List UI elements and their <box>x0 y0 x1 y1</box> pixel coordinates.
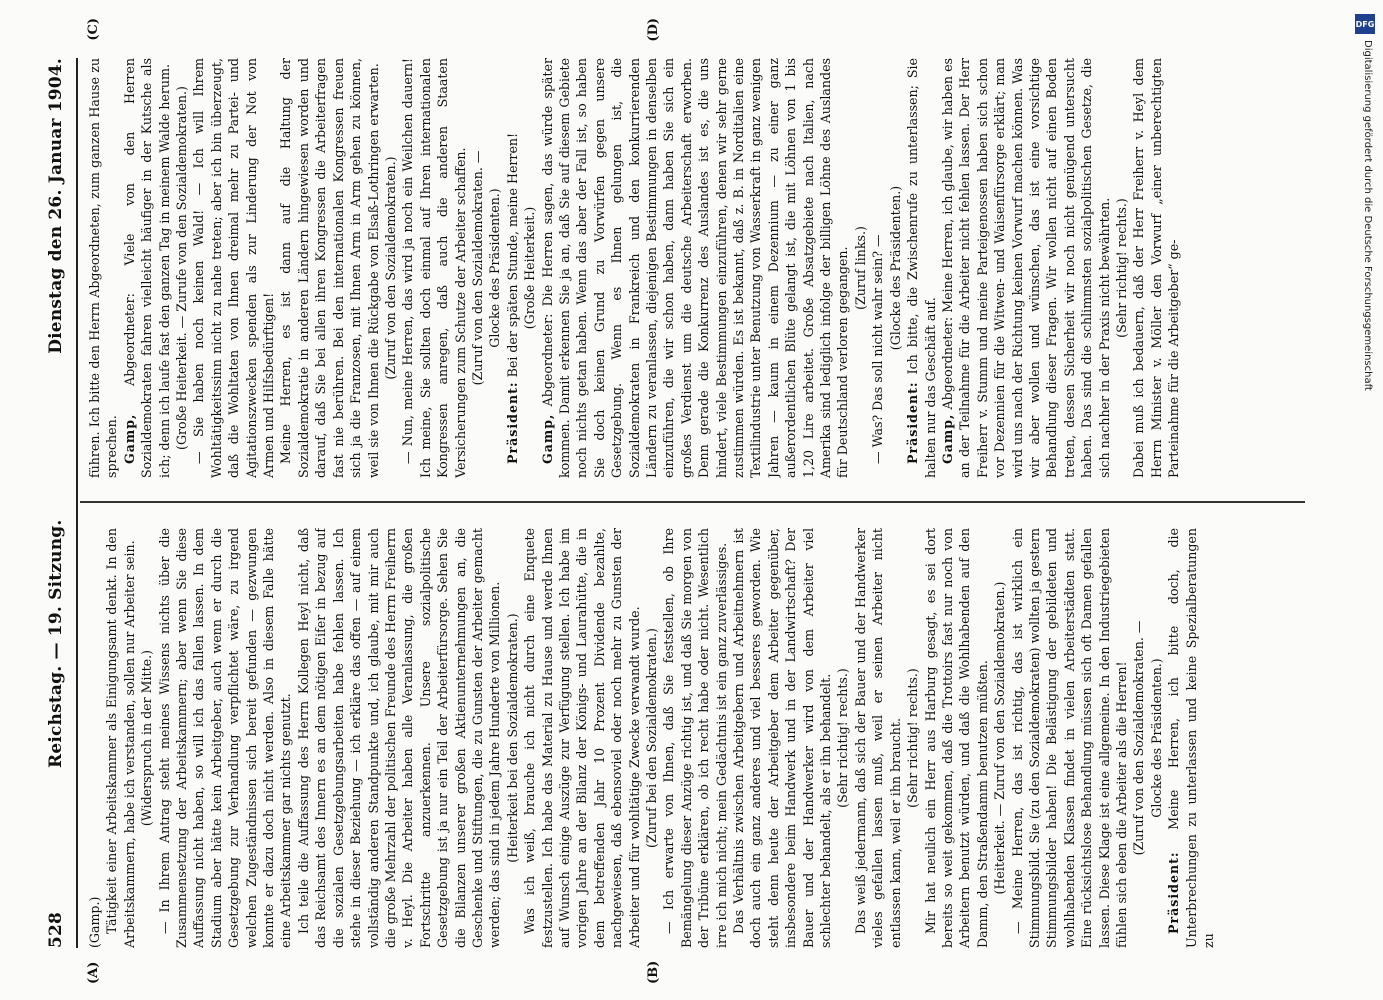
paragraph-text: — Sie haben noch keinen Wald! — Ich will Ihrem Wohltätigkeitssinn nicht zu nahe treten; aber ich bin überzeugt, daß die Wohltaten von Ihnen dreimal mehr zu Partei- und Agitationszwecken spenden als zur Linderung der Not von Armen und Hilfsbedürftigen! <box>191 58 277 478</box>
paragraph <box>539 58 852 478</box>
paragraph <box>904 528 921 948</box>
left-column <box>86 528 1301 948</box>
paragraph-text: Ich teile die Auffassung des Herrn Kollegen Heyl nicht, daß das Reichsamt des Innern es an dem nötigen Eifer in bezug auf die sozialen Gesetzgebungsarbeiten habe fehlen lassen. Ich stehe in dieser Beziehung — ich erkläre das offen — auf einem vollständig anderen Standpunkte und, ich glaube, mit mir auch die große Mehrzahl der politischen Freunde des Herrn Freiherrn v. Heyl. Die Arbeiter haben alle Veranlassung, die großen Fortschritte anzuerkennen. Unsere sozialpolitische Gesetzgebung ist ja nur ein Teil der Arbeiterfürsorge. Sehen Sie die Bilanzen unserer großen Aktienunternehmungen an, die Geschenke und Stiftungen, die zu Gunsten der Arbeiter gemacht werden; das sind in jedem Jahre Hunderte von Millionen. <box>295 528 503 948</box>
digitization-note <box>1351 6 1379 996</box>
digitization-credit: Digitalisierung gefördert durch die Deutsche Forschungsgemeinschaft <box>1362 40 1373 391</box>
paragraph <box>1009 528 1131 948</box>
paragraph-text: Abgeordneter: Die Herren sagen, das würde später kommen. Damit erkennen Sie ja an, daß Sie auf diesem Gebiete noch nichts getan haben. Wenn das aber der Fall ist, so haben Sie doch keinen Grund zu Vorwürfen gegen unsere Gesetzgebung. Wenn es Ihnen gelungen ist, die Sozialdemokraten in Frankreich und den konkurrierenden Ländern zu veranlassen, diejenigen Bestimmungen in denselben einzuführen, die wir schon haben, dann haben Sie sich ein großes Verdienst um die deutsche Arbeiterschaft erworben. Denn gerade die Konkurrenz des Auslandes ist es, die uns hindert, viele Bestimmungen einzuführen, denen wir sehr gerne zustimmen würden. Es ist bekannt, daß z. B. in Norditalien eine Textilindustrie unter Benutzung von Wasserkraft in ganz wenigen Jahren — kaum in einem Dezennium — zu einer ganz außerordentlichen Blüte gelangt ist, die mit Löhnen von 1 bis 1,20 Lire arbeitet. Große Absatzgebiete nach Italien, nach Amerika sind lediglich infolge der billigen Löhne des Auslandes für Deutschland verloren gegangen. <box>539 58 851 478</box>
paragraph <box>103 528 138 948</box>
page-content <box>46 18 1311 984</box>
paragraph <box>922 528 992 948</box>
paragraph <box>887 58 904 478</box>
paragraph <box>1130 58 1182 478</box>
speaker-name: Gamp, <box>121 413 137 464</box>
speaker-name: Präsident: <box>504 381 520 464</box>
paragraph-text: (Große Heiterkeit.) <box>522 206 538 330</box>
header-rule <box>76 58 78 948</box>
paragraph <box>504 528 521 948</box>
paragraph <box>852 58 869 478</box>
paragraph-text: — Ich erwarte von Ihnen, daß Sie feststellen, ob Ihre Bemängelung dieser Anzüge richtig ist, und daß Sie morgen von der Tribüne erklären, ob ich recht habe oder nicht. Wesentlich irre ich mich nicht; mein Gedächtnis ist ein ganz zuverlässiges. <box>661 528 729 948</box>
paragraph-text: (Sehr richtig! rechts.) <box>835 668 851 808</box>
paragraph-text: Meine Herren, ich bitte doch, die Unterbrechungen zu unterlassen und keine Spezialberatungen zu <box>1166 528 1216 948</box>
paragraph <box>521 528 643 948</box>
paragraph <box>834 528 851 948</box>
paragraph <box>138 528 155 948</box>
paragraph-text: Dabei muß ich bedauern, daß der Herr Freiherr v. Heyl dem Herrn Minister v. Möller den Vorwurf „einer unberechtigten Parteinahme für die Arbeitgeber“ ge- <box>1131 58 1182 478</box>
paragraph-text: Meine Herren, es ist dann auf die Haltung der Sozialdemokratie in anderen Ländern hingewiesen worden und darauf, daß Sie bei allen ihren Kongressen die Arbeiterfragen fast nie berühren. Bei den internationalen Kongressen freuen sich ja die Franzosen, mit Ihnen Arm in Arm gehen zu können, weil sie von Ihnen die Rückgabe von Elsaß-Lothringen erwarten. <box>278 58 381 478</box>
paragraph-text: — Meine Herren, das ist richtig, das ist wirklich ein Stimmungsbild. Sie (zu den Sozialdemokraten) wollten ja gestern Stimmungsbilder haben! Die Belästigung der gebildeten und wohlhabenden Klassen findet in vielen Arbeiterstädten statt. Eine rücksichtslose Behandlung müssen sich oft Damen gefallen lassen. Diese Klage ist eine allgemeine. In den Industriegebieten fühlen sich eben die Arbeiter als die Herren! <box>1009 528 1129 948</box>
paragraph-text: (Heiterkeit. — Zuruf von den Sozialdemokraten.) <box>992 581 1008 895</box>
paragraph-text: (Zuruf bei den Sozialdemokraten.) <box>644 628 659 848</box>
paragraph <box>469 58 486 478</box>
paragraph-text: Glocke des Präsidenten.) <box>1148 658 1164 818</box>
paragraph <box>399 58 469 478</box>
paragraph <box>1130 528 1147 948</box>
paragraph <box>939 58 1113 478</box>
speaker-name: Präsident: <box>905 381 921 464</box>
header-left-title: Reichstag. — 19. Sitzung. <box>46 519 66 768</box>
paragraph-text: Was ich weiß, brauche ich nicht durch eine Enquete festzustellen. Ich habe das Material zu Hause und werde Ihnen auf Wunsch einige Auszüge zur Verfügung stellen. Ich habe im vorigen Jahre an der Bilanz der Königs- und Laurahütte, die in dem betreffenden Jahr 10 Prozent Dividende bezahlte, nachgewiesen, daß ebensoviel oder noch mehr zu Gunsten der Arbeiter und für wohltätige Zwecke verwandt wurde. <box>522 528 642 948</box>
paragraph <box>190 58 277 478</box>
paragraph-text: (Glocke des Präsidenten.) <box>887 185 903 351</box>
paragraph-text: (Zuruf links.) <box>852 226 868 310</box>
paragraph-text: Abgeordneter: Meine Herren, ich glaube, wir haben es an der Teilnahme für die Arbeiter nicht fehlen lassen. Der Herr Freiherr v. Stumm und meine Parteigenossen haben sich schon vor Dezennien für die Witwen- und Waisenfürsorge erklärt; man wird uns nach der Richtung keinen Vorwurf machen können. Was wir aber wollen und wünschen, das ist eine vorsichtige Behandlung dieser Fragen. Wir wollen nicht auf einen Boden treten, dessen Sicherheit wir noch nicht genügend untersucht haben. Das sind die schlimmsten sozialpolitischen Gesetze, die sich nachher in der Praxis nicht bewährten. <box>939 58 1112 478</box>
paragraph <box>904 58 939 478</box>
paragraph <box>521 58 538 478</box>
margin-marker-b: (B) <box>646 960 661 984</box>
paragraph-text: — In Ihrem Antrag steht meines Wissens nichts über die Zusammensetzung der Arbeitskammern; aber wenn Sie diese Auffassung nicht haben, so will ich das fallen lassen. In dem Stadium aber hätte kein Arbeitgeber, auch wenn er durch die Gesetzgebung zur Verhandlung verpflichtet wäre, zu irgend welchen Zugeständnissen sich bereit gefunden — gezwungen konnte er dazu doch nicht werden. Also in diesem Falle hätte eine Arbeitskammer gar nichts genutzt. <box>156 528 294 948</box>
paragraph <box>86 528 103 948</box>
paragraph-text: Abgeordneter: Viele von den Herren Sozialdemokraten fahren vielleicht häufiger in der Kutsche als ich; denn ich laufe fast den ganzen Tag in meinem Walde herum. <box>121 58 172 478</box>
paragraph <box>1148 528 1165 948</box>
margin-marker-a: (A) <box>86 961 101 984</box>
paragraph <box>277 58 381 478</box>
paragraph-text: (Zuruf von den Sozialdemokraten.) <box>382 156 398 380</box>
paragraph-text: (Sehr richtig! rechts.) <box>1113 198 1129 338</box>
paragraph-text: (Große Heiterkeit. — Zurufe von den Sozialdemokraten.) <box>174 86 190 450</box>
paragraph <box>486 58 503 478</box>
paragraph <box>156 528 295 948</box>
paragraph-text: (Sehr richtig! rechts.) <box>905 668 921 808</box>
margin-marker-d: (D) <box>646 18 661 42</box>
paragraph <box>1113 58 1130 478</box>
paragraph-text: Tätigkeit einer Arbeitskammer als Einigungsamt denkt. In den Arbeitskammern, habe ich verstanden, sollen nur Arbeiter sein. <box>104 528 137 948</box>
paragraph <box>730 528 834 948</box>
paragraph-text: — Nun, meine Herren, das wird ja noch ein Weilchen dauern! Ich meine, Sie sollten doch einmal auf Ihren internationalen Kongressen anregen, daß auch die anderen Staaten Versicherungen zum Schutze der Arbeiter schaffen. <box>400 58 468 478</box>
paragraph-text: (Widerspruch in der Mitte.) <box>139 649 155 827</box>
paragraph-text: führen. Ich bitte den Herrn Abgeordneten, zum ganzen Hause zu sprechen. <box>87 58 120 478</box>
column-divider <box>80 502 1305 504</box>
speaker-name: Gamp, <box>939 413 955 464</box>
paragraph-text: Glocke des Präsidenten.) <box>487 188 503 348</box>
running-header <box>46 58 72 948</box>
paragraph-text: (Zuruf von den Sozialdemokraten. — <box>1131 620 1147 856</box>
paragraph <box>852 528 904 948</box>
page-number: 528 <box>46 911 66 948</box>
speaker-name: Gamp, <box>539 413 555 464</box>
paragraph-text: Bei der späten Stunde, meine Herren! <box>504 132 520 378</box>
paragraph-text: (Zuruf von den Sozialdemokraten. — <box>469 150 485 386</box>
speaker-name: Präsident: <box>1166 851 1182 934</box>
paragraph <box>1165 528 1217 948</box>
paragraph <box>121 58 173 478</box>
margin-marker-c: (C) <box>86 18 101 41</box>
paragraph <box>295 528 504 948</box>
paragraph <box>504 58 521 478</box>
paragraph <box>869 58 886 478</box>
paragraph-text: (Gamp.) <box>87 896 102 948</box>
paragraph <box>173 58 190 478</box>
paragraph <box>991 528 1008 948</box>
paragraph <box>660 528 730 948</box>
paragraph-text: — Was? Das soll nicht wahr sein? — <box>870 234 886 464</box>
right-column <box>86 58 1301 478</box>
paragraph-text: Das Verhältnis zwischen Arbeitgebern und Arbeitnehmern ist doch auch ein ganz anderes und viel besseres geworden. Wie steht denn heute der Arbeitgeber dem Arbeiter gegenüber, insbesondere beim Handwerk und in der Landwirtschaft? Der Bauer und der Handwerker wird von dem Arbeiter viel schlechter behandelt, als er ihn behandelt. <box>731 528 834 948</box>
paragraph-text: Das weiß jedermann, daß sich der Bauer und der Handwerker vieles gefallen lassen muß, weil er seinen Arbeiter nicht entlassen kann, weil er ihn braucht. <box>852 528 903 948</box>
paragraph <box>643 528 660 948</box>
paragraph-text: (Heiterkeit bei den Sozialdemokraten.) <box>504 613 520 863</box>
paragraph-text: Mir hat neulich ein Herr aus Harburg gesagt, es sei dort bereits so weit gekommen, daß die Trottoirs fast nur noch von Arbeitern benutzt würden, und daß die Wohlhabenden auf den Damm, den Straßendamm benutzen müßten. <box>922 528 990 948</box>
dfg-logo: DFG <box>1355 14 1375 34</box>
paragraph <box>86 58 121 478</box>
header-right-title: Dienstag den 26. Januar 1904. <box>46 58 66 354</box>
paragraph <box>382 58 399 478</box>
paragraph-text: Ich bitte, die Zwischenrufe zu unterlassen; Sie halten nur das Geschäft auf. <box>905 58 938 478</box>
